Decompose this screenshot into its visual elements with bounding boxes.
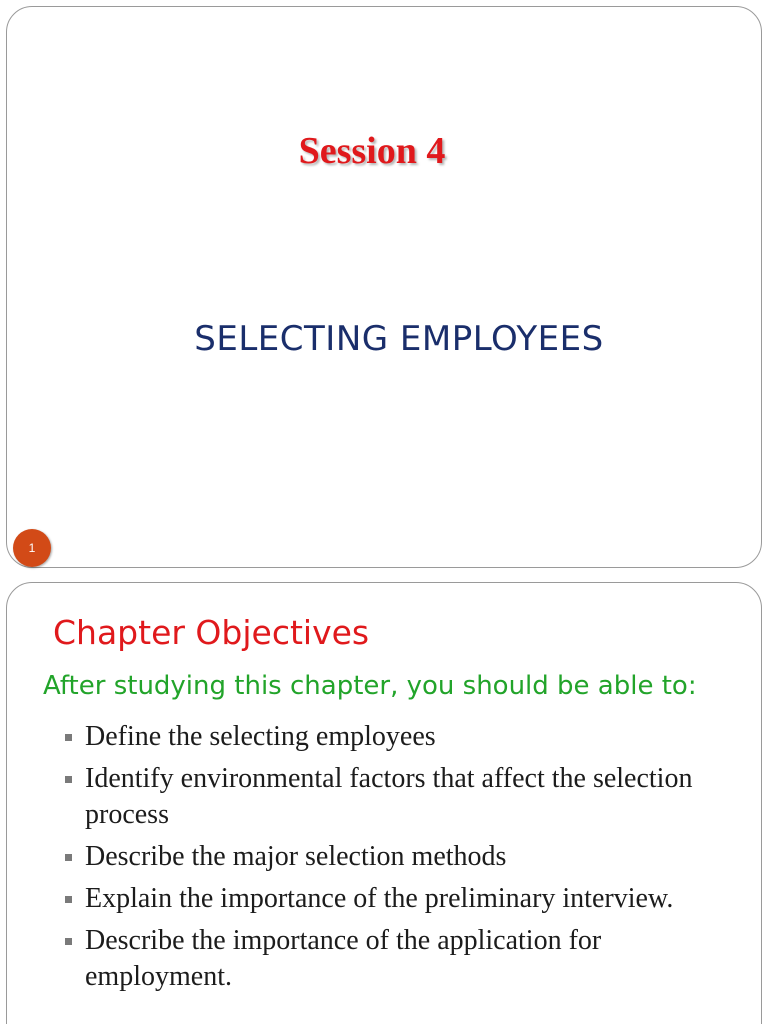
objectives-slide bbox=[6, 582, 762, 1024]
slide-number-badge: 1 bbox=[13, 529, 51, 567]
objectives-intro: After studying this chapter, you should be able to: bbox=[43, 671, 697, 701]
square-bullet-icon bbox=[65, 734, 72, 741]
objective-text: Identify environmental factors that affect the selection process bbox=[85, 763, 693, 830]
objective-item bbox=[63, 839, 723, 875]
objective-text: Describe the major selection methods bbox=[85, 841, 507, 872]
objectives-title: Chapter Objectives bbox=[53, 613, 370, 652]
objective-item bbox=[63, 923, 723, 995]
slide-subtitle: SELECTING EMPLOYEES bbox=[194, 319, 604, 359]
square-bullet-icon bbox=[65, 854, 72, 861]
square-bullet-icon bbox=[65, 938, 72, 945]
objective-text: Define the selecting employees bbox=[85, 721, 436, 752]
objective-text: Describe the importance of the application for employment. bbox=[85, 925, 602, 992]
objective-item bbox=[63, 719, 723, 755]
session-title: Session 4 bbox=[298, 130, 446, 172]
objectives-list bbox=[63, 719, 723, 1001]
square-bullet-icon bbox=[65, 896, 72, 903]
objective-item bbox=[63, 881, 723, 917]
square-bullet-icon bbox=[65, 776, 72, 783]
title-slide bbox=[6, 6, 762, 568]
objective-text: Explain the importance of the preliminary interview. bbox=[85, 883, 674, 914]
objective-item bbox=[63, 761, 723, 833]
